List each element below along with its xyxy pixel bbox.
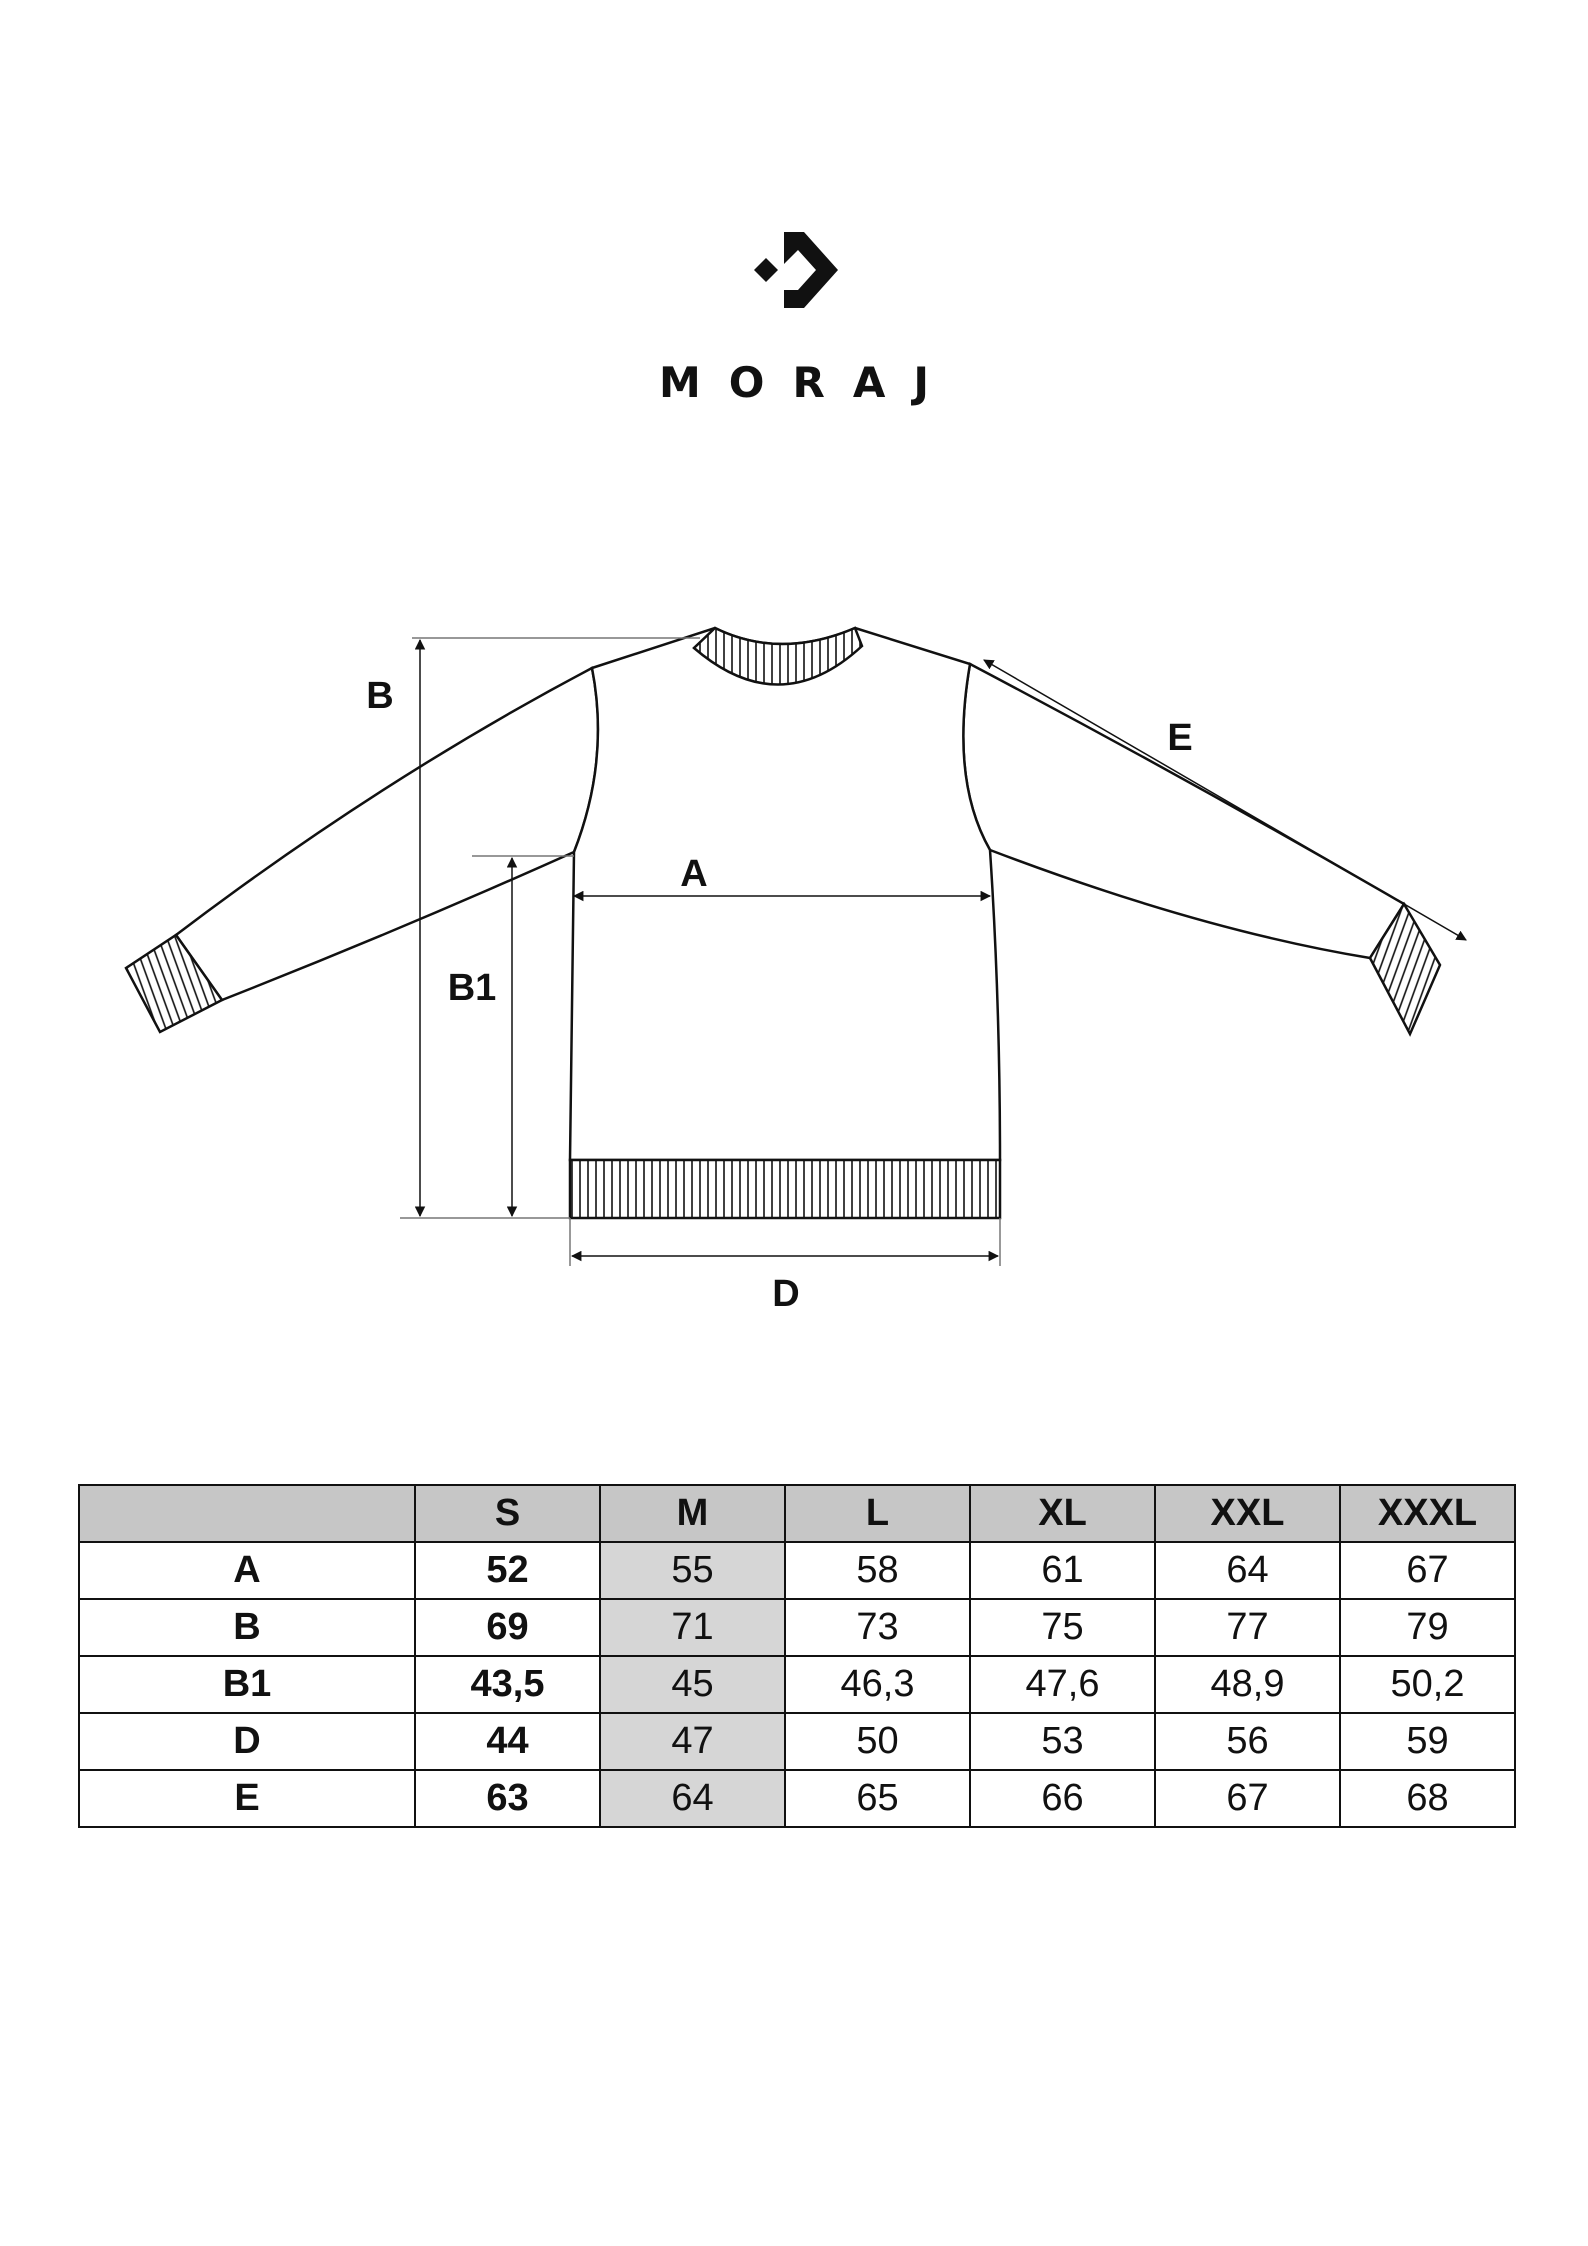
size-chart-table [78, 1484, 1516, 1828]
cell-value: 71 [600, 1599, 785, 1656]
header-size-xl: XL [970, 1485, 1155, 1542]
cell-value: 73 [785, 1599, 970, 1656]
header-size-xxl: XXL [1155, 1485, 1340, 1542]
cell-value: 50,2 [1340, 1656, 1515, 1713]
cell-value: 79 [1340, 1599, 1515, 1656]
cell-value: 64 [600, 1770, 785, 1827]
label-D: D [772, 1273, 800, 1315]
header-size-m: M [600, 1485, 785, 1542]
cell-value: 44 [415, 1713, 600, 1770]
cell-value: 65 [785, 1770, 970, 1827]
hem-ribbing [570, 1160, 1000, 1218]
right-sleeve [963, 664, 1404, 958]
header-size-l: L [785, 1485, 970, 1542]
row-label: A [79, 1542, 415, 1599]
sweater-body [570, 628, 1000, 1160]
cell-value: 47 [600, 1713, 785, 1770]
cell-value: 47,6 [970, 1656, 1155, 1713]
table-row [79, 1770, 1515, 1827]
row-label: D [79, 1713, 415, 1770]
left-sleeve [176, 668, 598, 1000]
sweater-measurement-diagram [0, 560, 1588, 1320]
label-E: E [1167, 717, 1193, 759]
brand-logo [0, 220, 1588, 320]
table-row [79, 1713, 1515, 1770]
row-label: B1 [79, 1656, 415, 1713]
table-row [79, 1542, 1515, 1599]
row-label: B [79, 1599, 415, 1656]
cell-value: 69 [415, 1599, 600, 1656]
header-size-xxxl: XXXL [1340, 1485, 1515, 1542]
cell-value: 53 [970, 1713, 1155, 1770]
cell-value: 59 [1340, 1713, 1515, 1770]
header-size-s: S [415, 1485, 600, 1542]
cell-value: 67 [1155, 1770, 1340, 1827]
cell-value: 56 [1155, 1713, 1340, 1770]
cell-value: 66 [970, 1770, 1155, 1827]
cell-value: 52 [415, 1542, 600, 1599]
row-label: E [79, 1770, 415, 1827]
header-corner [79, 1485, 415, 1542]
table-row [79, 1599, 1515, 1656]
table-row [79, 1656, 1515, 1713]
cell-value: 68 [1340, 1770, 1515, 1827]
cell-value: 75 [970, 1599, 1155, 1656]
sweater-outline [126, 628, 1440, 1218]
brand-name: MORAJ [659, 358, 957, 407]
cell-value: 45 [600, 1656, 785, 1713]
cell-value: 67 [1340, 1542, 1515, 1599]
chevron-diamond-logo-icon [746, 220, 842, 320]
label-A: A [680, 853, 708, 895]
cell-value: 48,9 [1155, 1656, 1340, 1713]
table-header-row [79, 1485, 1515, 1542]
label-B1: B1 [447, 967, 497, 1009]
label-B: B [366, 675, 394, 717]
cell-value: 46,3 [785, 1656, 970, 1713]
cell-value: 43,5 [415, 1656, 600, 1713]
cell-value: 58 [785, 1542, 970, 1599]
cell-value: 64 [1155, 1542, 1340, 1599]
cell-value: 63 [415, 1770, 600, 1827]
cell-value: 77 [1155, 1599, 1340, 1656]
cell-value: 55 [600, 1542, 785, 1599]
cell-value: 50 [785, 1713, 970, 1770]
cell-value: 61 [970, 1542, 1155, 1599]
